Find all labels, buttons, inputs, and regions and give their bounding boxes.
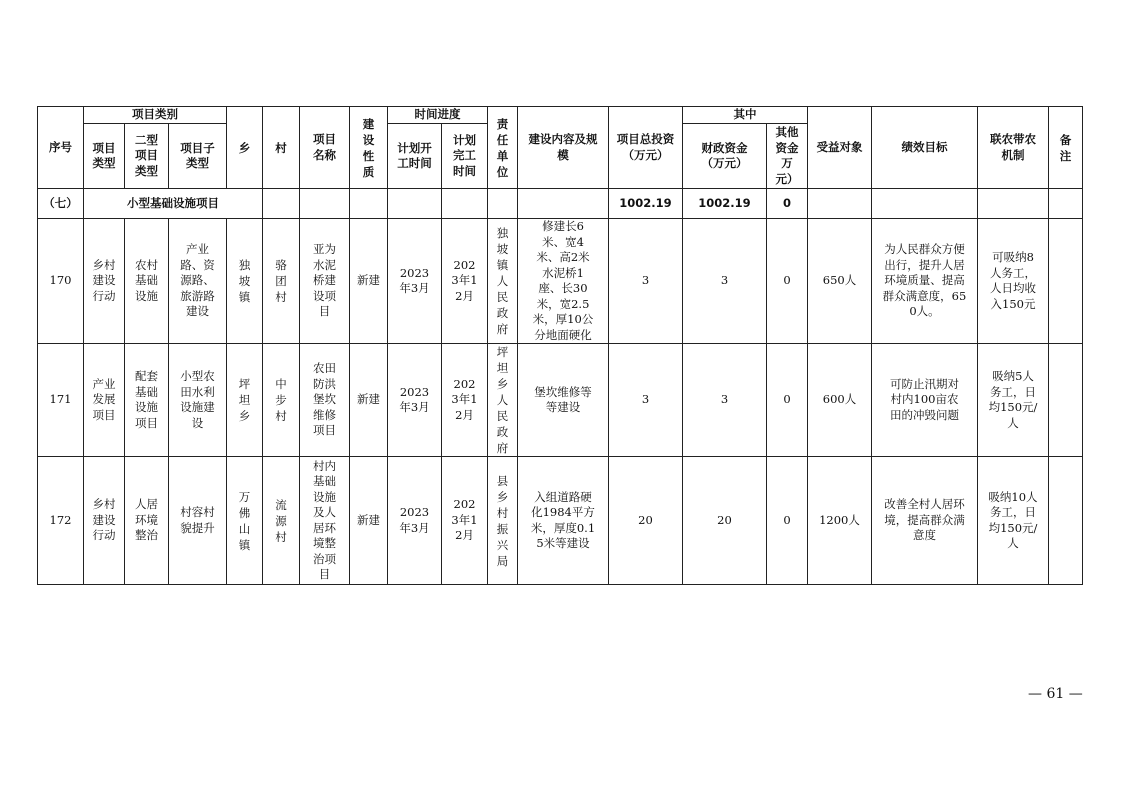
header-plan-start: 计划开工时间 bbox=[388, 124, 442, 189]
row-village: 流源村 bbox=[263, 457, 300, 585]
table-row bbox=[38, 344, 1083, 457]
header-beneficiaries: 受益对象 bbox=[808, 107, 872, 189]
row-seq: 170 bbox=[38, 219, 84, 344]
row-subtype: 小型农田水利设施建设 bbox=[169, 344, 227, 457]
row-remark bbox=[1049, 457, 1083, 585]
row-mechanism: 吸纳5人务工，日均150元/人 bbox=[978, 344, 1049, 457]
row-fiscal: 20 bbox=[683, 457, 767, 585]
row-subtype: 村容村貌提升 bbox=[169, 457, 227, 585]
section-title: 小型基础设施项目 bbox=[84, 189, 263, 219]
page-number: — 61 — bbox=[1028, 686, 1083, 702]
row-nature: 新建 bbox=[350, 344, 388, 457]
row-finish: 2023年12月 bbox=[442, 344, 488, 457]
row-other: 0 bbox=[767, 457, 808, 585]
row-subtype: 产业路、资源路、旅游路建设 bbox=[169, 219, 227, 344]
header-of-which: 其中 bbox=[683, 107, 808, 124]
row-type: 乡村建设行动 bbox=[84, 457, 125, 585]
row-other: 0 bbox=[767, 344, 808, 457]
header-village: 村 bbox=[263, 107, 300, 189]
header-project-type: 项目类型 bbox=[84, 124, 125, 189]
header-type2: 二型项目类型 bbox=[125, 124, 169, 189]
row-type2: 配套基础设施项目 bbox=[125, 344, 169, 457]
header-nature: 建设性质 bbox=[350, 107, 388, 189]
header-category: 项目类别 bbox=[84, 107, 227, 124]
row-finish: 2023年12月 bbox=[442, 457, 488, 585]
table-row bbox=[38, 219, 1083, 344]
row-finish: 2023年12月 bbox=[442, 219, 488, 344]
row-type2: 农村基础设施 bbox=[125, 219, 169, 344]
row-beneficiaries: 650人 bbox=[808, 219, 872, 344]
row-unit: 坪坦乡人民政府 bbox=[488, 344, 518, 457]
header-mechanism: 联农带农机制 bbox=[978, 107, 1049, 189]
row-type2: 人居环境整治 bbox=[125, 457, 169, 585]
row-beneficiaries: 1200人 bbox=[808, 457, 872, 585]
row-fiscal: 3 bbox=[683, 219, 767, 344]
section-total: 1002.19 bbox=[609, 189, 683, 219]
section-other: 0 bbox=[767, 189, 808, 219]
header-total: 项目总投资（万元） bbox=[609, 107, 683, 189]
row-fiscal: 3 bbox=[683, 344, 767, 457]
row-mechanism: 吸纳10人务工，日均150元/人 bbox=[978, 457, 1049, 585]
row-remark bbox=[1049, 219, 1083, 344]
row-content: 修建长6米、宽4米、高2米水泥桥1座、长30米，宽2.5米，厚10公分地面硬化 bbox=[518, 219, 609, 344]
row-township: 坪坦乡 bbox=[227, 344, 263, 457]
row-content: 入组道路硬化1984平方米，厚度0.15米等建设 bbox=[518, 457, 609, 585]
section-fiscal: 1002.19 bbox=[683, 189, 767, 219]
row-total: 3 bbox=[609, 219, 683, 344]
row-name: 亚为水泥桥建设项目 bbox=[300, 219, 350, 344]
header-remark: 备注 bbox=[1049, 107, 1083, 189]
row-start: 2023年3月 bbox=[388, 344, 442, 457]
row-seq: 172 bbox=[38, 457, 84, 585]
header-unit: 责任单位 bbox=[488, 107, 518, 189]
header-other: 其他资金万元） bbox=[767, 124, 808, 189]
row-name: 农田防洪堡坎维修项目 bbox=[300, 344, 350, 457]
row-other: 0 bbox=[767, 219, 808, 344]
row-goal: 改善全村人居环境，提高群众满意度 bbox=[872, 457, 978, 585]
row-seq: 171 bbox=[38, 344, 84, 457]
header-subtype: 项目子类型 bbox=[169, 124, 227, 189]
row-type: 产业发展项目 bbox=[84, 344, 125, 457]
header-schedule: 时间进度 bbox=[388, 107, 488, 124]
header-seq: 序号 bbox=[38, 107, 84, 189]
row-township: 独坡镇 bbox=[227, 219, 263, 344]
row-village: 中步村 bbox=[263, 344, 300, 457]
section-row bbox=[38, 189, 1083, 219]
header-content: 建设内容及规模 bbox=[518, 107, 609, 189]
project-table bbox=[37, 106, 1083, 585]
row-name: 村内基础设施及人居环境整治项目 bbox=[300, 457, 350, 585]
header-goal: 绩效目标 bbox=[872, 107, 978, 189]
row-remark bbox=[1049, 344, 1083, 457]
row-village: 骆团村 bbox=[263, 219, 300, 344]
row-goal: 为人民群众方便出行，提升人居环境质量、提高群众满意度，650人。 bbox=[872, 219, 978, 344]
row-township: 万佛山镇 bbox=[227, 457, 263, 585]
header-plan-finish: 计划完工时间 bbox=[442, 124, 488, 189]
row-nature: 新建 bbox=[350, 457, 388, 585]
row-unit: 独坡镇人民政府 bbox=[488, 219, 518, 344]
row-goal: 可防止汛期对村内100亩农田的冲毁问题 bbox=[872, 344, 978, 457]
row-nature: 新建 bbox=[350, 219, 388, 344]
section-label: （七） bbox=[38, 189, 84, 219]
row-total: 3 bbox=[609, 344, 683, 457]
row-beneficiaries: 600人 bbox=[808, 344, 872, 457]
row-content: 堡坎维修等等建设 bbox=[518, 344, 609, 457]
header-project-name: 项目名称 bbox=[300, 107, 350, 189]
row-mechanism: 可吸纳8人务工，人日均收入150元 bbox=[978, 219, 1049, 344]
row-start: 2023年3月 bbox=[388, 219, 442, 344]
header-fiscal: 财政资金（万元） bbox=[683, 124, 767, 189]
table-row bbox=[38, 457, 1083, 585]
row-type: 乡村建设行动 bbox=[84, 219, 125, 344]
row-total: 20 bbox=[609, 457, 683, 585]
row-unit: 县乡村振兴局 bbox=[488, 457, 518, 585]
header-township: 乡 bbox=[227, 107, 263, 189]
row-start: 2023年3月 bbox=[388, 457, 442, 585]
